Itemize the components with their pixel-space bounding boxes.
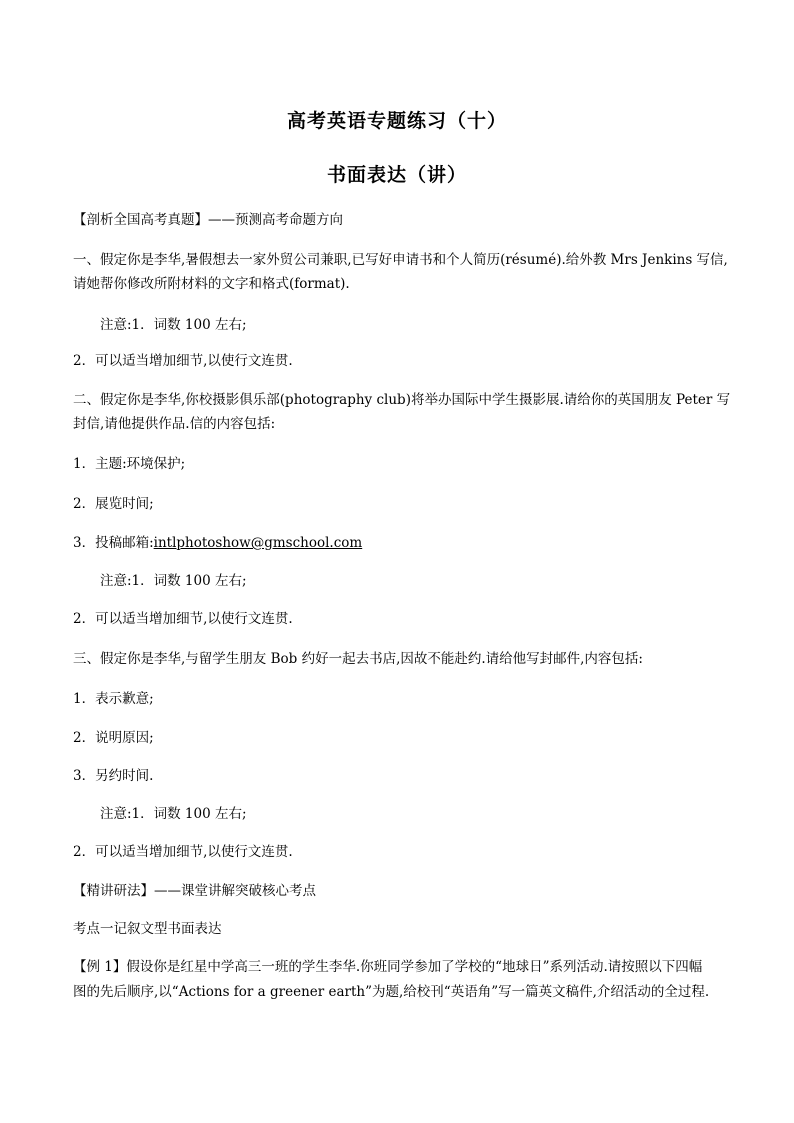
example-1-line-2: 图的先后顺序,以“Actions for a greener earth”为题,给校刊“英语角”写一篇英文稿件,介绍活动的全过程.: [73, 984, 710, 1000]
question-2-item-1: 1．主题:环境保护;: [73, 456, 186, 472]
question-1-note-2: 2．可以适当增加细节,以使行文连贯.: [73, 353, 293, 369]
question-3-item-1: 1．表示歉意;: [73, 691, 154, 707]
question-2-item-2: 2．展览时间;: [73, 496, 154, 512]
question-2-line-1: 二、假定你是李华,你校摄影俱乐部(photography club)将举办国际中学生摄影展.请给你的英国朋友 Peter 写: [73, 392, 731, 408]
submission-email-link[interactable]: intlphotoshow@gmschool.com: [153, 535, 363, 551]
section-heading-real-exams: 【剖析全国高考真题】——预测高考命题方向: [73, 212, 343, 228]
example-1-line-1: 【例 1】假设你是红星中学高三一班的学生李华.你班同学参加了学校的“地球日”系列活动.请按照以下四幅: [73, 959, 703, 975]
question-1-line-2: 请她帮你修改所附材料的文字和格式(format).: [73, 276, 350, 292]
question-2-note-2: 2．可以适当增加细节,以使行文连贯.: [73, 611, 293, 627]
question-3-note-2: 2．可以适当增加细节,以使行文连贯.: [73, 844, 293, 860]
question-1-line-1: 一、假定你是李华,暑假想去一家外贸公司兼职,已写好申请书和个人简历(résumé).给外教 Mrs Jenkins 写信,: [73, 252, 728, 268]
question-2-item-3-label: 3．投稿邮箱:: [73, 535, 154, 551]
question-2-line-2: 封信,请他提供作品.信的内容包括:: [73, 416, 276, 432]
question-3-note-1: 注意:1．词数 100 左右;: [100, 806, 247, 822]
question-2-item-3: [73, 534, 725, 552]
question-3-item-3: 3．另约时间.: [73, 768, 154, 784]
question-1-note-1: 注意:1．词数 100 左右;: [100, 317, 247, 333]
document-title: 高考英语专题练习（十）: [286, 110, 507, 132]
question-3-item-2: 2．说明原因;: [73, 730, 154, 746]
key-point-heading: 考点一记叙文型书面表达: [73, 921, 222, 937]
section-heading-lecture: 【精讲研法】——课堂讲解突破核心考点: [73, 883, 316, 899]
question-3-line-1: 三、假定你是李华,与留学生朋友 Bob 约好一起去书店,因故不能赴约.请给他写封邮件,内容包括:: [73, 651, 643, 667]
document-subtitle: 书面表达（讲）: [326, 164, 467, 186]
question-2-note-1: 注意:1．词数 100 左右;: [100, 573, 247, 589]
